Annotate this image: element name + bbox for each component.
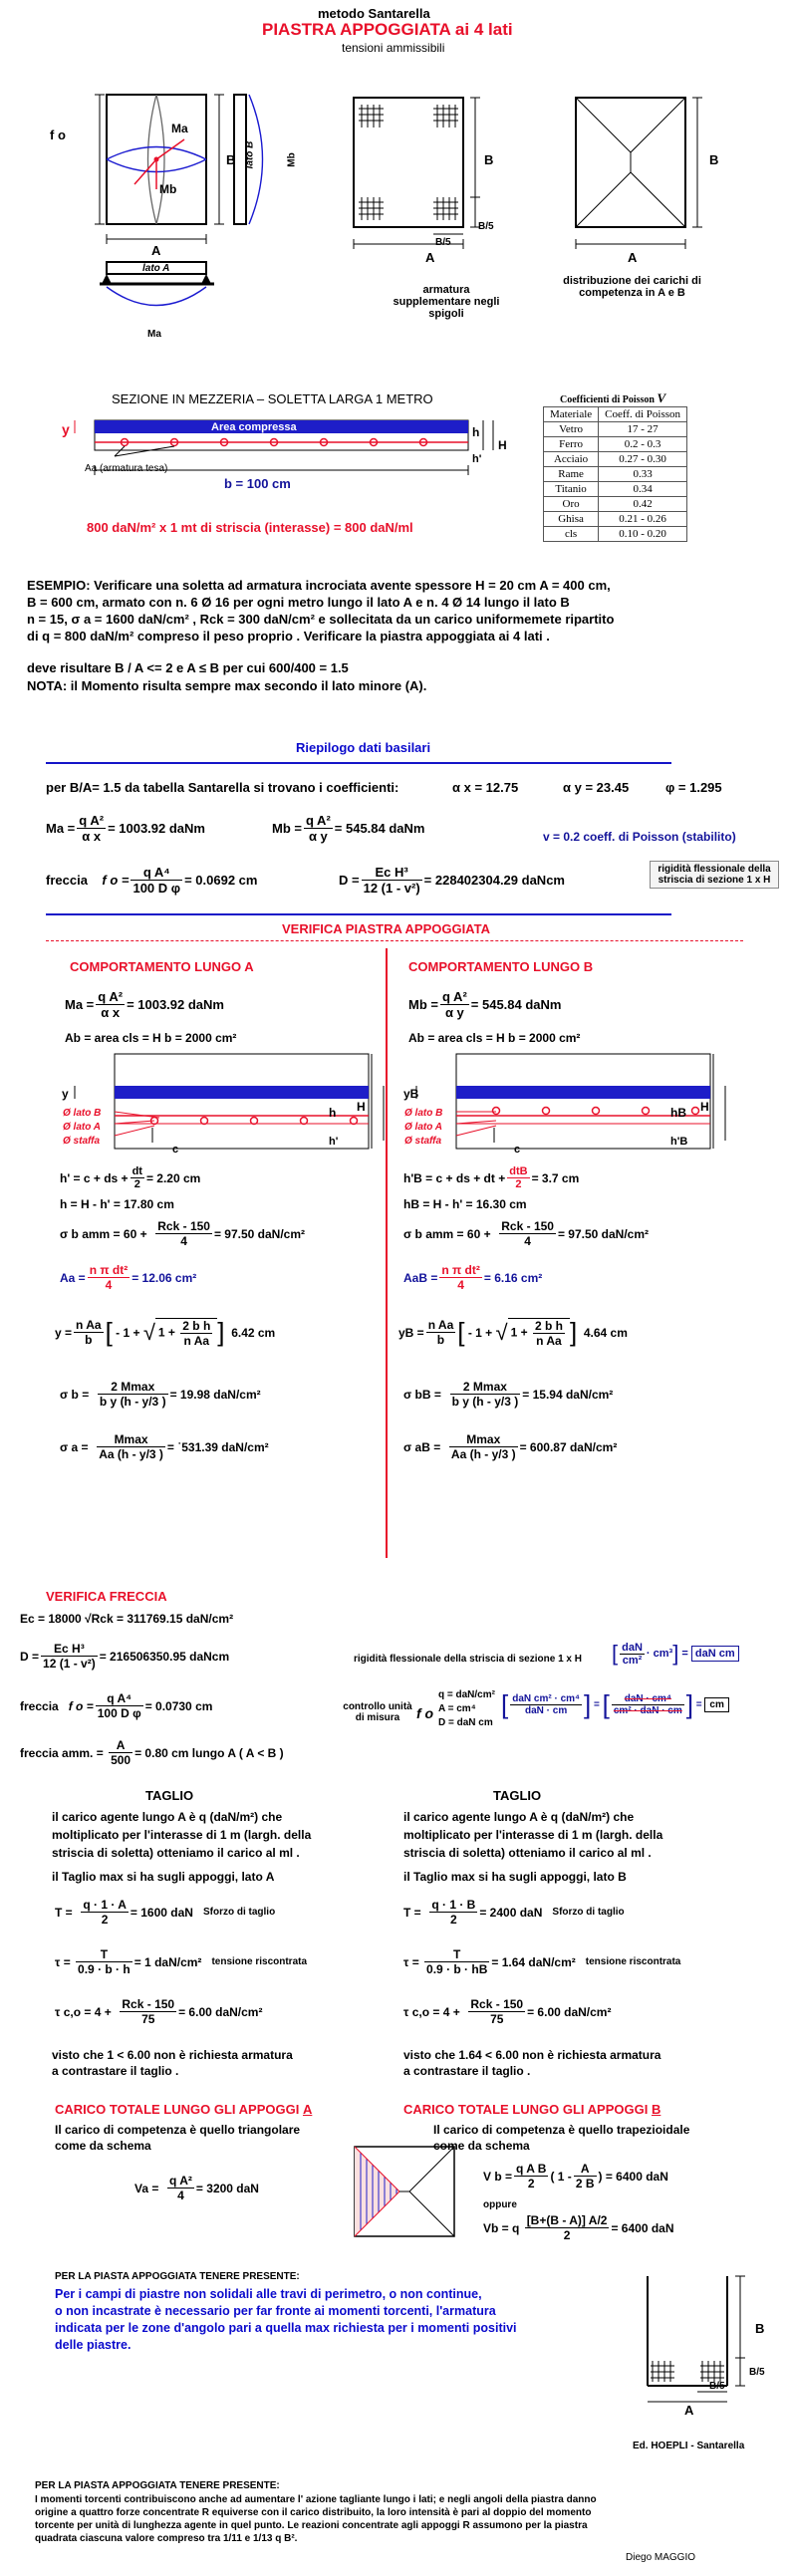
poisson-title: Coefficienti di Poisson V [560, 390, 666, 405]
comp-b-aa-fraction: $\frac{\text{n π dt²}}{4}$ [441, 1263, 480, 1292]
comp-a-sigma-a-formula [60, 1432, 269, 1461]
units-fraction: $\frac{\text{daN}}{\text{cm²}}$ [622, 1641, 643, 1667]
comp-a-sigma-b-fraction: $\frac{2 Mmax}{\text{b y (h - y/3 )}}$ [99, 1380, 166, 1409]
shear-a-t-note: Sforzo di taglio [202, 1907, 276, 1918]
shear-b-text [403, 1808, 662, 1886]
example-line: deve risultare B / A <= 2 e A ≤ B per cui 600/400 = 1.5 [27, 660, 349, 675]
comp-b-aa-lhs: AaB = [403, 1270, 438, 1285]
fo-label: f o [50, 128, 66, 142]
fig2-a-label: A [425, 250, 435, 265]
mb-fraction: $\frac{\text{q A²}}{\text{α y}}$ [305, 813, 331, 844]
comp-b-hprime-value: = 3.7 cm [531, 1170, 580, 1185]
comp-b-staffa: Ø staffa [404, 1136, 442, 1147]
shear-b-t-lhs: T = [403, 1905, 421, 1920]
deflection-title: VERIFICA FRECCIA [46, 1589, 167, 1604]
poisson-material: Acciaio [544, 452, 599, 467]
deflection-amm-lhs: freccia amm. = [20, 1745, 104, 1760]
poisson-material: Vetro [544, 422, 599, 437]
footer-title: PER LA PIASTA APPOGGIATA TENERE PRESENTE: [35, 2480, 280, 2491]
shear-b-title: TAGLIO [493, 1788, 542, 1803]
comp-a-ma-lhs: Ma = [65, 997, 95, 1012]
ma-bottom-label: Ma [147, 329, 161, 340]
comp-a-hprime-lhs: h' = c + ds + [60, 1170, 129, 1185]
shear-a-t-formula [55, 1898, 275, 1927]
poisson-coeff: 0.34 [599, 482, 687, 497]
poisson-coeff: 0.21 - 0.26 [599, 512, 687, 527]
section-H-label: H [498, 438, 507, 452]
va-lhs: Va = [134, 2181, 159, 2195]
shear-b-conclusion-line: visto che 1.64 < 6.00 non è richiesta armatura [403, 2048, 661, 2062]
comp-a-h-eq: h = H - h' = 17.80 cm [60, 1197, 174, 1211]
shear-b-tau-lhs: τ = [403, 1954, 419, 1969]
comp-a-aa-fraction: $\frac{\text{n π dt²}}{4}$ [89, 1263, 129, 1292]
poisson-row [544, 437, 687, 452]
comp-b-sigma-a-value: = 600.87 daN/cm² [519, 1439, 618, 1454]
comp-a-title: COMPORTAMENTO LUNGO A [70, 959, 254, 974]
shear-b-tau-formula [403, 1947, 680, 1976]
poisson-note: v = 0.2 coeff. di Poisson (stabilito) [543, 830, 736, 844]
section-hp-label: h' [472, 453, 482, 465]
shear-b-conclusion-line: a contrastare il taglio . [403, 2064, 531, 2078]
section-width-label: b = 100 cm [224, 476, 291, 491]
units-control-label: controllo unità di misura [343, 1701, 412, 1723]
deflection-fo-value: = 0.0730 cm [144, 1698, 213, 1713]
method-label: metodo Santarella [318, 6, 430, 21]
total-load-b-line: Il carico di competenza è quello trapezioidale [433, 2123, 690, 2137]
vb-inner-fraction: $\frac{A}{2 B}$ [575, 2162, 595, 2190]
units-check-3-fraction: $\frac{\text{daN · cm⁴}}{\text{cm² · daN · cm}}$ [613, 1693, 682, 1716]
comp-b-c-label: c [514, 1144, 521, 1156]
units-mid: · cm³ [646, 1648, 673, 1660]
comp-b-sb-value: = 97.50 daN/cm² [557, 1226, 650, 1241]
shear-b-line: il Taglio max si ha sugli appoggi, lato B [403, 1870, 627, 1884]
poisson-material: Ferro [544, 437, 599, 452]
deflection-amm-formula [20, 1738, 284, 1767]
comp-a-sigma-a-value: = ˙531.39 daN/cm² [166, 1439, 269, 1454]
verify-dashed-divider [46, 940, 743, 941]
comp-a-area: Ab = area cls = H b = 2000 cm² [65, 1031, 237, 1045]
comp-a-sigma-a-lhs: σ a = [60, 1439, 89, 1454]
comp-b-mb-formula [408, 989, 561, 1020]
deflection-rigidity-note: rigidità flessionale della striscia di sezione 1 x H [354, 1654, 582, 1665]
comp-a-y-label: y [62, 1087, 69, 1101]
footer-line: origine a quattro forze concentrate R equiverse con il carico distribuito, la loro intensità è pari al doppio del momento [35, 2507, 592, 2518]
mb-lhs: Mb = [272, 821, 302, 836]
shear-a-t-value: = 1600 daN [130, 1905, 193, 1920]
summary-ma-formula [46, 813, 205, 844]
shear-b-tau-value: = 1.64 daN/cm² [491, 1954, 576, 1969]
shear-b-line: il carico agente lungo A è q (daN/m²) che [403, 1810, 635, 1824]
comp-a-sigma-b-value: = 19.98 daN/cm² [169, 1387, 261, 1402]
shear-a-tau-formula [55, 1947, 307, 1976]
note-figure-svg [633, 2266, 772, 2416]
comp-b-hprime-formula [403, 1165, 579, 1190]
shear-a-tau-lhs: τ = [55, 1954, 71, 1969]
alpha-x-value: α x = 12.75 [452, 780, 519, 795]
page-subtitle: tensioni ammissibili [342, 41, 445, 55]
comp-a-ma-formula [65, 989, 224, 1020]
shear-a-tau-note: tensione riscontrata [211, 1956, 308, 1967]
comp-a-ma-value: = 1003.92 daNm [127, 997, 224, 1012]
deflection-value: = 0.0692 cm [184, 873, 258, 888]
vb-mid: ( 1 - [550, 2169, 572, 2184]
deflection-label: freccia [46, 873, 88, 888]
poisson-row [544, 482, 687, 497]
alpha-y-value: α y = 23.45 [563, 780, 630, 795]
comp-a-sigma-b-lhs: σ b = [60, 1387, 90, 1402]
deflection-d-fraction: $\frac{\text{Ec H³}}{\text{12 (1 - v²)}}$ [43, 1642, 96, 1671]
author-credit: Diego MAGGIO [626, 2552, 696, 2563]
comp-b-title: COMPORTAMENTO LUNGO B [408, 959, 594, 974]
shear-a-conclusion-line: a contrastare il taglio . [52, 2064, 179, 2078]
example-line: n = 15, σ a = 1600 daN/cm² , Rck = 300 daN/cm² e sollecitata da un carico uniformemete ripartito [27, 612, 615, 627]
comp-b-y-lhs: yB = [398, 1325, 424, 1340]
comp-b-mb-value: = 545.84 daNm [470, 997, 562, 1012]
note-fig-a: A [684, 2403, 694, 2418]
example-line: B = 600 cm, armato con n. 6 Ø 16 per ogni metro lungo il lato A e n. 4 Ø 14 lungo il lato B [27, 595, 570, 610]
deflection-fo-symbol: f o = [68, 1698, 94, 1713]
comp-b-hprime-fraction: $\frac{\text{dtB}}{2}$ [509, 1165, 528, 1190]
footer-line: torcente per unità di lunghezza agente in quel punto. Le reazioni concentrate agli appoggi R assumono per la piastra [35, 2520, 588, 2531]
poisson-coeff: 0.33 [599, 467, 687, 482]
comp-b-lato-a: Ø lato A [404, 1122, 442, 1133]
deflection-symbol: f o = [102, 873, 130, 888]
total-load-b-text [433, 2122, 689, 2154]
comp-b-sigma-a-formula [403, 1432, 617, 1461]
shear-b-line: moltiplicato per l'interasse di 1 m (largh. della [403, 1828, 663, 1842]
comp-a-aa-formula [60, 1263, 196, 1292]
comp-b-mb-fraction: $\frac{\text{q A²}}{\text{α y}}$ [441, 989, 467, 1020]
shear-b-tau-fraction: $\frac{T}{0.9 \cdot b \cdot hB}$ [426, 1947, 488, 1976]
note-fig-b5-bottom: B/5 [709, 2381, 725, 2392]
comp-b-h-label: hB [670, 1106, 686, 1120]
fig3-caption: distribuzione dei carichi di competenza in A e B [563, 275, 701, 299]
va-fraction: $\frac{\text{q A²}}{4}$ [169, 2174, 192, 2202]
note-fig-b5-side: B/5 [749, 2367, 765, 2378]
summary-line: per B/A= 1.5 da tabella Santarella si trovano i coefficienti: [46, 780, 399, 795]
units-a: A = cm⁴ [438, 1703, 476, 1714]
note-line: delle piastre. [55, 2338, 132, 2352]
corner-reinforcement-svg [354, 80, 553, 279]
comp-a-y-fraction: $\frac{\text{n Aa}}{b}$ [76, 1318, 102, 1347]
section-aa-label: Aa (armatura tesa) [85, 463, 168, 474]
mb-value: = 545.84 daNm [334, 821, 425, 836]
poisson-coeff: 0.42 [599, 497, 687, 512]
shear-b-tc-lhs: τ c,o = 4 + [403, 2004, 460, 2019]
section-y-label: y [62, 421, 70, 437]
total-load-b-formula [483, 2162, 668, 2190]
shear-a-text [52, 1808, 311, 1886]
comp-a-hprime-formula [60, 1165, 200, 1190]
comp-b-y-value: 4.64 cm [583, 1325, 628, 1340]
dim-b-label: B [226, 152, 236, 167]
vb2-value: = 6400 daN [611, 2220, 674, 2235]
summary-rigidity-formula [339, 865, 565, 896]
comp-b-hprime-lhs: h'B = c + ds + dt + [403, 1170, 506, 1185]
poisson-header: Materiale [544, 407, 599, 422]
poisson-material: cls [544, 527, 599, 542]
comp-a-y-formula: y = $\frac{\text{n Aa}}{b}$ [ - 1 + √ 1 + $\frac{\text{2 b h}}{\text{n Aa}}$ ] 6.42 cm [55, 1317, 276, 1348]
comp-a-hp-label: h' [329, 1136, 339, 1148]
comp-a-sb-fraction: $\frac{\text{Rck - 150}}{4}$ [157, 1219, 210, 1248]
summary-divider [46, 762, 671, 764]
total-load-a-line: come da schema [55, 2139, 151, 2153]
units-q: q = daN/cm² [438, 1689, 495, 1700]
oppure-label: oppure [483, 2199, 517, 2210]
total-load-a-formula [134, 2174, 259, 2202]
example-line: di q = 800 daN/m² compreso il peso proprio . Verificare la piastra appoggiata ai 4 lati . [27, 629, 550, 644]
page-title: PIASTRA APPOGGIATA ai 4 lati [262, 20, 513, 39]
rigidity-lhs: D = [339, 873, 360, 888]
vb-fraction: $\frac{\text{q A B}}{2}$ [516, 2162, 547, 2190]
shear-a-tau-fraction: $\frac{T}{0.9 \cdot b \cdot h}$ [78, 1947, 131, 1976]
shear-a-tau-value: = 1 daN/cm² [133, 1954, 202, 1969]
deflection-amm-fraction: $\frac{A}{500}$ [111, 1738, 132, 1767]
comp-a-sb-lhs: σ b amm = 60 + [60, 1226, 147, 1241]
column-divider [386, 948, 388, 1558]
poisson-coeff: 0.27 - 0.30 [599, 452, 687, 467]
deflection-d-lhs: D = [20, 1649, 40, 1664]
ec-line: Ec = 18000 √Rck = 311769.15 daN/cm² [20, 1612, 234, 1626]
units-check-2-fraction: $\frac{\text{daN cm² · cm⁴}}{\text{daN · cm}}$ [512, 1693, 580, 1716]
total-load-a-title: CARICO TOTALE LUNGO GLI APPOGGI A [55, 2102, 313, 2117]
poisson-row [544, 512, 687, 527]
comp-a-y-inner-fraction: $\frac{\text{2 b h}}{\text{n Aa}}$ [182, 1318, 211, 1348]
shear-b-t-note: Sforzo di taglio [552, 1907, 625, 1918]
shear-a-line: moltiplicato per l'interasse di 1 m (largh. della [52, 1828, 312, 1842]
poisson-row [544, 467, 687, 482]
ma-fraction: $\frac{\text{q A²}}{\text{α x}}$ [79, 813, 105, 844]
summary-mb-formula [272, 813, 424, 844]
load-scheme-svg [355, 2147, 464, 2246]
comp-a-h-label: h [329, 1106, 337, 1120]
units-control-symbol: f o [416, 1705, 434, 1721]
comp-b-sigma-b-formula [403, 1380, 613, 1409]
comp-b-y-label: yB [403, 1087, 419, 1101]
fig2-caption: armatura supplementare negli spigoli [393, 284, 500, 320]
fig2-b5-bottom: B/5 [435, 237, 451, 248]
units-final-result: cm [704, 1697, 728, 1712]
hoepli-credit: Ed. HOEPLI - Santarella [633, 2441, 745, 2451]
section-h-label: h [472, 425, 480, 439]
verify-title: VERIFICA PIASTRA APPOGGIATA [282, 921, 490, 936]
comp-b-y-fraction: $\frac{\text{n Aa}}{b}$ [427, 1318, 454, 1347]
vb2-lhs: Vb = q [483, 2220, 520, 2235]
note-line: Per i campi di piastre non solidali alle travi di perimetro, o non continue, [55, 2287, 482, 2301]
comp-b-aa-formula [403, 1263, 542, 1292]
comp-b-H-label: H [700, 1100, 709, 1114]
comp-a-hprime-value: = 2.20 cm [145, 1170, 201, 1185]
shear-a-conclusion [52, 2047, 293, 2079]
fig3-b-label: B [709, 152, 719, 167]
example-line: NOTA: il Momento risulta sempre max secondo il lato minore (A). [27, 678, 427, 693]
shear-a-conclusion-line: visto che 1 < 6.00 non è richiesta armatura [52, 2048, 293, 2062]
deflection-fo-fraction: $\frac{\text{q A⁴}}{\text{100 D φ}}$ [97, 1691, 141, 1720]
lato-b-label: lato B [244, 140, 256, 169]
comp-a-y-lhs: y = [55, 1325, 73, 1340]
deflection-d-formula [20, 1642, 229, 1671]
load-distribution-svg [576, 80, 775, 279]
comp-a-sigma-b-formula [60, 1380, 261, 1409]
dim-a-label: A [151, 243, 161, 258]
note-line: indicata per le zone d'angolo pari a quella max richiesta per i momenti positivi [55, 2321, 517, 2335]
units-check-2: [ $\frac{\text{daN cm² · cm⁴}}{\text{daN · cm}}$ ] = [ $\frac{\text{daN · cm⁴}}{\text{cm² · daN · cm}}$ ] = cm [501, 1689, 729, 1720]
shear-b-t-formula [403, 1898, 625, 1927]
poisson-material: Ghisa [544, 512, 599, 527]
ma-label: Ma [171, 122, 188, 135]
poisson-material: Oro [544, 497, 599, 512]
shear-a-line: il Taglio max si ha sugli appoggi, lato A [52, 1870, 275, 1884]
units-list [438, 1688, 495, 1730]
comp-b-sigma-b-lhs: σ bB = [403, 1387, 441, 1402]
poisson-table [543, 406, 687, 542]
comp-a-staffa: Ø staffa [63, 1136, 101, 1147]
comp-b-y-formula: yB = $\frac{\text{n Aa}}{b}$ [ - 1 + √ 1 + $\frac{\text{2 b h}}{\text{n Aa}}$ ] 4.64 cm [398, 1317, 628, 1348]
rigidity-value: = 228402304.29 daNcm [423, 873, 565, 888]
shear-b-t-value: = 2400 daN [479, 1905, 543, 1920]
fig2-b-label: B [484, 152, 494, 167]
shear-b-tau-note: tensione riscontrata [585, 1956, 681, 1967]
shear-a-line: striscia di soletta) otteniamo il carico al ml . [52, 1846, 300, 1860]
poisson-material: Titanio [544, 482, 599, 497]
shear-b-conclusion [403, 2047, 660, 2079]
comp-b-h-eq: hB = H - h' = 16.30 cm [403, 1197, 527, 1211]
comp-a-lato-b: Ø lato B [63, 1108, 102, 1119]
shear-b-t-fraction: $\frac{q \cdot 1 \cdot B}{2}$ [431, 1898, 476, 1927]
total-load-a-line: Il carico di competenza è quello triangolare [55, 2123, 301, 2137]
comp-b-hp-label: h'B [670, 1136, 688, 1148]
poisson-coeff: 0.10 - 0.20 [599, 527, 687, 542]
comp-b-y-inner-fraction: $\frac{\text{2 b h}}{\text{n Aa}}$ [534, 1318, 563, 1348]
mb-side-label: Mb [286, 152, 298, 167]
comp-a-aa-value: = 12.06 cm² [132, 1270, 197, 1285]
summary-title: Riepilogo dati basilari [296, 740, 431, 755]
shear-b-tc-fraction: $\frac{\text{Rck - 150}}{75}$ [470, 1997, 524, 2026]
comp-a-H-label: H [357, 1100, 366, 1114]
footer-text [35, 2493, 597, 2545]
poisson-row [544, 527, 687, 542]
comp-b-sigma-a-lhs: σ aB = [403, 1439, 441, 1454]
poisson-material: Rame [544, 467, 599, 482]
poisson-coeff: 17 - 27 [599, 422, 687, 437]
phi-value: φ = 1.295 [665, 780, 722, 795]
section-title: SEZIONE IN MEZZERIA – SOLETTA LARGA 1 METRO [112, 391, 433, 406]
shear-b-tc-formula [403, 1997, 611, 2026]
shear-a-t-fraction: $\frac{q \cdot 1 \cdot A}{2}$ [83, 1898, 127, 1927]
shear-a-tc-value: = 6.00 daN/cm² [178, 2004, 263, 2019]
ma-lhs: Ma = [46, 821, 76, 836]
comp-b-aa-value: = 6.16 cm² [483, 1270, 543, 1285]
total-load-a-text [55, 2122, 300, 2154]
comp-a-sb-amm-formula [60, 1219, 305, 1248]
fig2-b5-side: B/5 [478, 221, 494, 232]
plate-moment-svg [45, 80, 294, 369]
comp-a-c-label: c [172, 1144, 179, 1156]
ma-value: = 1003.92 daNm [108, 821, 205, 836]
comp-b-sb-lhs: σ b amm = 60 + [403, 1226, 491, 1241]
comp-a-sigma-a-fraction: $\frac{Mmax}{Aa (h - y/3 )}$ [99, 1432, 163, 1461]
shear-b-line: striscia di soletta) otteniamo il carico al ml . [403, 1846, 652, 1860]
comp-b-sigma-a-fraction: $\frac{Mmax}{Aa (h - y/3 )}$ [450, 1432, 516, 1461]
units-result: daN cm [691, 1646, 739, 1662]
comp-b-sb-fraction: $\frac{\text{Rck - 150}}{4}$ [501, 1219, 554, 1248]
comp-a-sb-value: = 97.50 daN/cm² [213, 1226, 306, 1241]
shear-b-tc-value: = 6.00 daN/cm² [527, 2004, 612, 2019]
fig3-a-label: A [628, 250, 638, 265]
deflection-amm-value: = 0.80 cm lungo A ( A < B ) [134, 1745, 284, 1760]
shear-a-tc-fraction: $\frac{\text{Rck - 150}}{75}$ [122, 1997, 175, 2026]
units-d: D = daN cm [438, 1717, 493, 1728]
vb2-fraction: $\frac{[B+(B - A)] A/2}{2}$ [526, 2213, 608, 2242]
units-check-1: [ $\frac{\text{daN}}{\text{cm²}}$ · cm³ ] = daN cm [612, 1641, 739, 1667]
section-load-label: 800 daN/m² x 1 mt di striscia (interasse) = 800 daN/ml [87, 520, 413, 535]
comp-b-mb-lhs: Mb = [408, 997, 438, 1012]
footer-line: I momenti torcenti contribuiscono anche ad aumentare l' azione tagliante lungo i lati; e negli angoli della piastra danno [35, 2494, 597, 2505]
shear-a-t-lhs: T = [55, 1905, 73, 1920]
poisson-coeff: 0.2 - 0.3 [599, 437, 687, 452]
comp-a-lato-a: Ø lato A [63, 1122, 101, 1133]
vb-value: ) = 6400 daN [598, 2169, 668, 2184]
note-text [55, 2286, 517, 2354]
poisson-header: Coeff. di Poisson [599, 407, 687, 422]
comp-b-lato-b: Ø lato B [404, 1108, 443, 1119]
rigidity-note: rigidità flessionale della striscia di sezione 1 x H [650, 861, 779, 889]
vb-lhs: V b = [483, 2169, 513, 2184]
poisson-header-row [544, 407, 687, 422]
comp-a-aa-lhs: Aa = [60, 1270, 86, 1285]
example-line: ESEMPIO: Verificare una soletta ad armatura incrociata avente spessore H = 20 cm A = 400 cm, [27, 578, 611, 593]
comp-a-y-value: 6.42 cm [231, 1325, 276, 1340]
footer-line: quadrata ciascuna valore compreso tra 1/11 e 1/13 q B². [35, 2533, 298, 2544]
shear-a-title: TAGLIO [145, 1788, 194, 1803]
shear-a-tc-lhs: τ c,o = 4 + [55, 2004, 112, 2019]
lato-a-label: lato A [142, 263, 170, 274]
comp-a-ma-fraction: $\frac{\text{q A²}}{\text{α x}}$ [98, 989, 124, 1020]
verify-divider [46, 913, 671, 915]
note-fig-b: B [755, 2321, 765, 2336]
total-load-b-line: come da schema [433, 2139, 530, 2153]
deflection-fraction: $\frac{\text{q A⁴}}{\text{100 D φ}}$ [132, 865, 181, 896]
deflection-fo-formula [20, 1691, 212, 1720]
deflection-d-value: = 216506350.95 daNcm [99, 1649, 230, 1664]
summary-deflection-formula [46, 865, 257, 896]
total-load-b-title: CARICO TOTALE LUNGO GLI APPOGGI B [403, 2102, 661, 2117]
compressed-area-label: Area compressa [211, 421, 297, 433]
mb-label: Mb [159, 182, 177, 196]
note-line: o non incastrate è necessario per far fronte ai momenti torcenti, l'armatura [55, 2304, 496, 2318]
shear-a-line: il carico agente lungo A è q (daN/m²) che [52, 1810, 283, 1824]
poisson-row [544, 422, 687, 437]
total-load-b-formula-2 [483, 2213, 674, 2242]
shear-a-tc-formula [55, 1997, 262, 2026]
comp-b-sb-amm-formula [403, 1219, 649, 1248]
poisson-row [544, 452, 687, 467]
comp-b-sigma-b-fraction: $\frac{2 Mmax}{\text{b y (h - y/3 )}}$ [451, 1380, 519, 1409]
note-title: PER LA PIASTA APPOGGIATA TENERE PRESENTE: [55, 2271, 300, 2282]
poisson-row [544, 497, 687, 512]
deflection-fo-label: freccia [20, 1698, 59, 1713]
va-value: = 3200 daN [195, 2181, 259, 2195]
rigidity-fraction: $\frac{\text{Ec H³}}{\text{12 (1 - v²)}}$ [363, 865, 420, 896]
comp-b-area: Ab = area cls = H b = 2000 cm² [408, 1031, 581, 1045]
comp-b-sigma-b-value: = 15.94 daN/cm² [522, 1387, 614, 1402]
comp-a-hprime-fraction: $\frac{dt}{2}$ [132, 1165, 142, 1190]
